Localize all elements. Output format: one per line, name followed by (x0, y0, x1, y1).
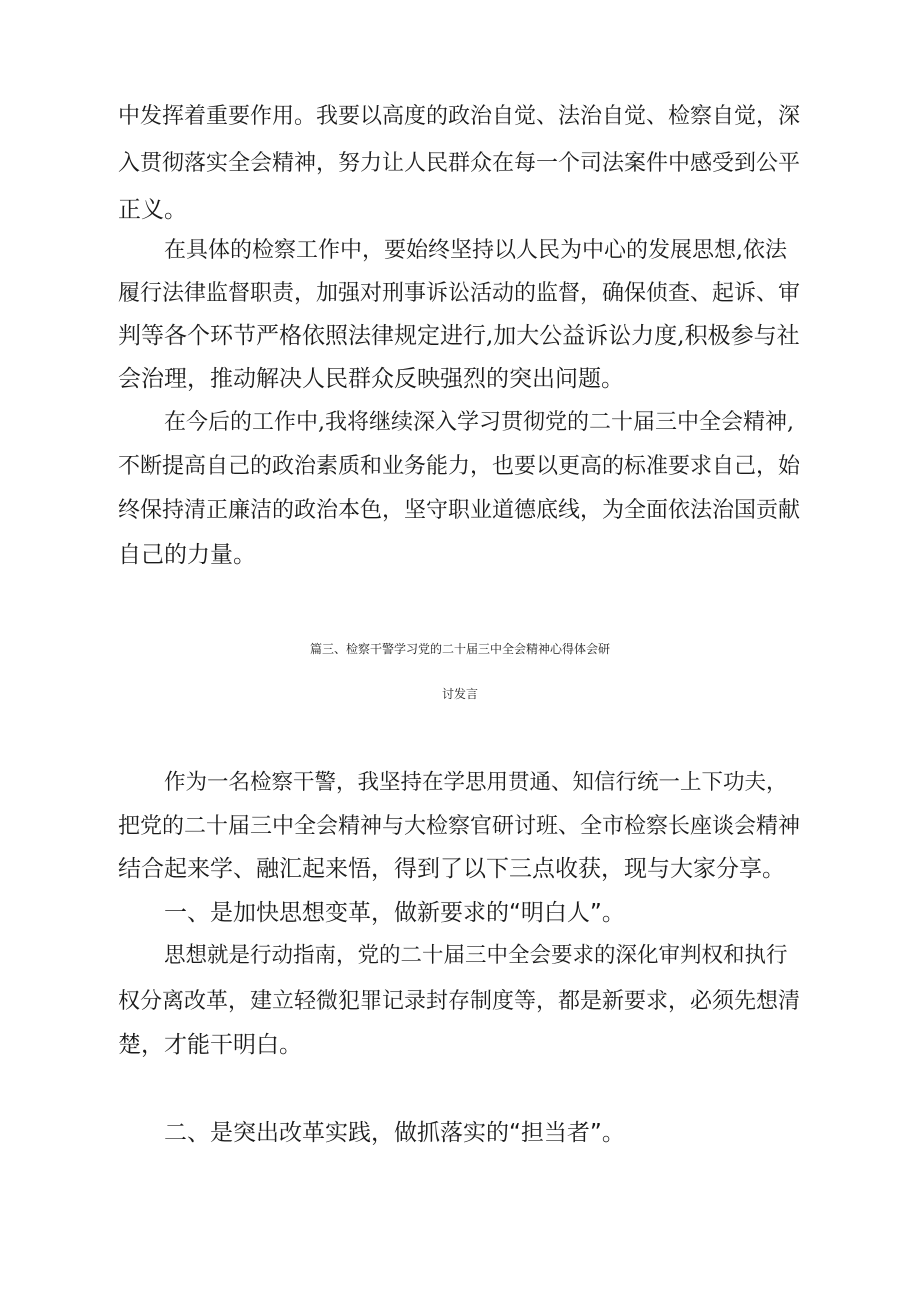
para5-line-3: 楚，才能干明白。 (118, 1032, 302, 1058)
subheading-1: 一、是加快思想变革，做新要求的“明白人”。 (164, 900, 625, 926)
para1-line-1: 中发挥着重要作用。我要以高度的政治自觉、法治自觉、检察自觉，深 (118, 104, 801, 129)
para3-line-4: 自己的力量。 (118, 542, 256, 568)
para5-line-2: 权分离改革，建立轻微犯罪记录封存制度等，都是新要求，必须先想清 (118, 989, 801, 1014)
para2-line-4: 会治理，推动解决人民群众反映强烈的突出问题。 (118, 366, 624, 392)
para1-line-2: 入贯彻落实全会精神，努力让人民群众在每一个司法案件中感受到公平 (118, 151, 801, 176)
para2-line-3: 判等各个环节严格依照法律规定进行,加大公益诉讼力度,积极参与社 (118, 323, 800, 349)
para2-line-1: 在具体的检察工作中，要始终坚持以人民为中心的发展思想,依法 (164, 238, 787, 263)
section-title-line-2: 讨发言 (441, 687, 478, 701)
para1-line-3: 正义。 (118, 197, 187, 223)
section-title-line-1: 篇三、检察干警学习党的二十届三中全会精神心得体会研 (309, 642, 610, 656)
para4-line-1: 作为一名检察干警，我坚持在学思用贯通、知信行统一上下功夫， (164, 770, 788, 795)
para5-line-1: 思想就是行动指南，党的二十届三中全会要求的深化审判权和执行 (164, 943, 788, 968)
subheading-2: 二、是突出改革实践，做抓落实的“担当者”。 (164, 1120, 625, 1146)
para4-line-3: 结合起来学、融汇起来悟，得到了以下三点收获，现与大家分享。 (118, 856, 785, 882)
para3-line-1: 在今后的工作中,我将继续深入学习贯彻党的二十届三中全会精神, (164, 410, 794, 435)
para3-line-3: 终保持清正廉洁的政治本色，坚守职业道德底线，为全面依法治国贡献 (118, 498, 801, 523)
para2-line-2: 履行法律监督职责，加强对刑事诉讼活动的监督，确保侦查、起诉、审 (118, 281, 801, 306)
para4-line-2: 把党的二十届三中全会精神与大检察官研讨班、全市检察长座谈会精神 (118, 814, 801, 839)
para3-line-2: 不断提高自己的政治素质和业务能力，也要以更高的标准要求自己，始 (118, 454, 801, 479)
